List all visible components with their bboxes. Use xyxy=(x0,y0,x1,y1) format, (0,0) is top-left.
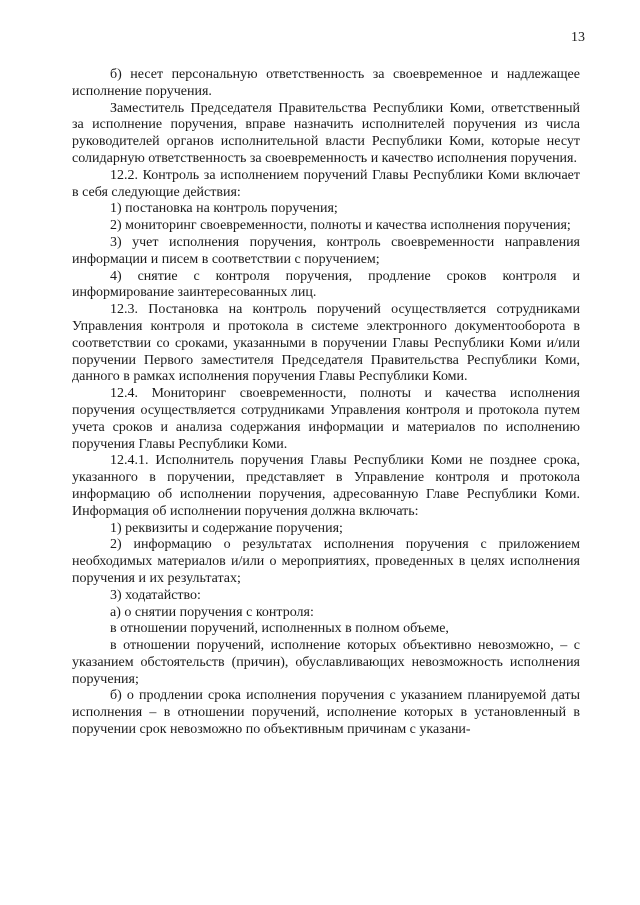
list-item: 3) ходатайство: xyxy=(110,587,201,603)
paragraph: Заместитель Председателя Правительства Республики Коми, ответственный за исполнение поручения, вправе назначить исполнителей поручения из числа руководителей органов исполнительной власти Республики Коми, которые несут солидарную ответственность за своевременность и качество исполнения поручения. xyxy=(72,100,580,166)
page-number: 13 xyxy=(571,30,585,45)
list-item: 2) информацию о результатах исполнения поручения с приложением необходимых материалов и/или о мероприятиях, проведенных в целях исполнения поручения и их результатах; xyxy=(72,537,580,586)
list-item: б) о продлении срока исполнения поручения с указанием планируемой даты исполнения – в отношении поручений, исполнение которых в установленный в поручении срок невозможно по объективным причинам с указани- xyxy=(72,688,580,738)
paragraph: 12.4.1. Исполнитель поручения Главы Республики Коми не позднее срока, указанного в поручении, представляет в Управление контроля и протокола информацию об исполнении поручения, адресованную Главе Республики Коми. Информация об исполнении поручения должна включать: xyxy=(72,453,580,519)
list-item: 4) снятие с контроля поручения, продление сроков контроля и информирование заинтересованных лиц. xyxy=(72,268,580,301)
list-item: 3) учет исполнения поручения, контроль своевременности направления информации и писем в соответствии с поручением; xyxy=(72,234,580,267)
paragraph: в отношении поручений, исполненных в полном объеме, xyxy=(110,621,449,637)
paragraph: 12.4. Мониторинг своевременности, полноты и качества исполнения поручения осуществляется сотрудниками Управления контроля и протокола путем учета сроков и анализа содержания информации и материалов по исполнению поручения Главы Республики Коми. xyxy=(72,386,580,452)
paragraph: в отношении поручений, исполнение которых объективно невозможно, – с указанием обстоятельств (причин), обуславливающих невозможность исполнения поручения; xyxy=(72,638,580,687)
document-body xyxy=(72,67,580,739)
list-item: 2) мониторинг своевременности, полноты и качества исполнения поручения; xyxy=(110,218,571,234)
list-item: 1) реквизиты и содержание поручения; xyxy=(110,520,343,536)
list-item: а) о снятии поручения с контроля: xyxy=(110,604,314,620)
paragraph: б) несет персональную ответственность за своевременное и надлежащее исполнение поручения. xyxy=(72,67,580,99)
list-item: 1) постановка на контроль поручения; xyxy=(110,201,338,217)
paragraph: 12.3. Постановка на контроль поручений осуществляется сотрудниками Управления контроля и протокола в системе электронного документооборота в соответствии со сроками, указанными в поручении Главы Республики Коми и/или поручении Первого заместителя Председателя Правительства Республики Коми, данного в рамках исполнения поручения Главы Республики Коми. xyxy=(72,302,580,385)
paragraph: 12.2. Контроль за исполнением поручений Главы Республики Коми включает в себя следующие действия: xyxy=(72,167,580,200)
